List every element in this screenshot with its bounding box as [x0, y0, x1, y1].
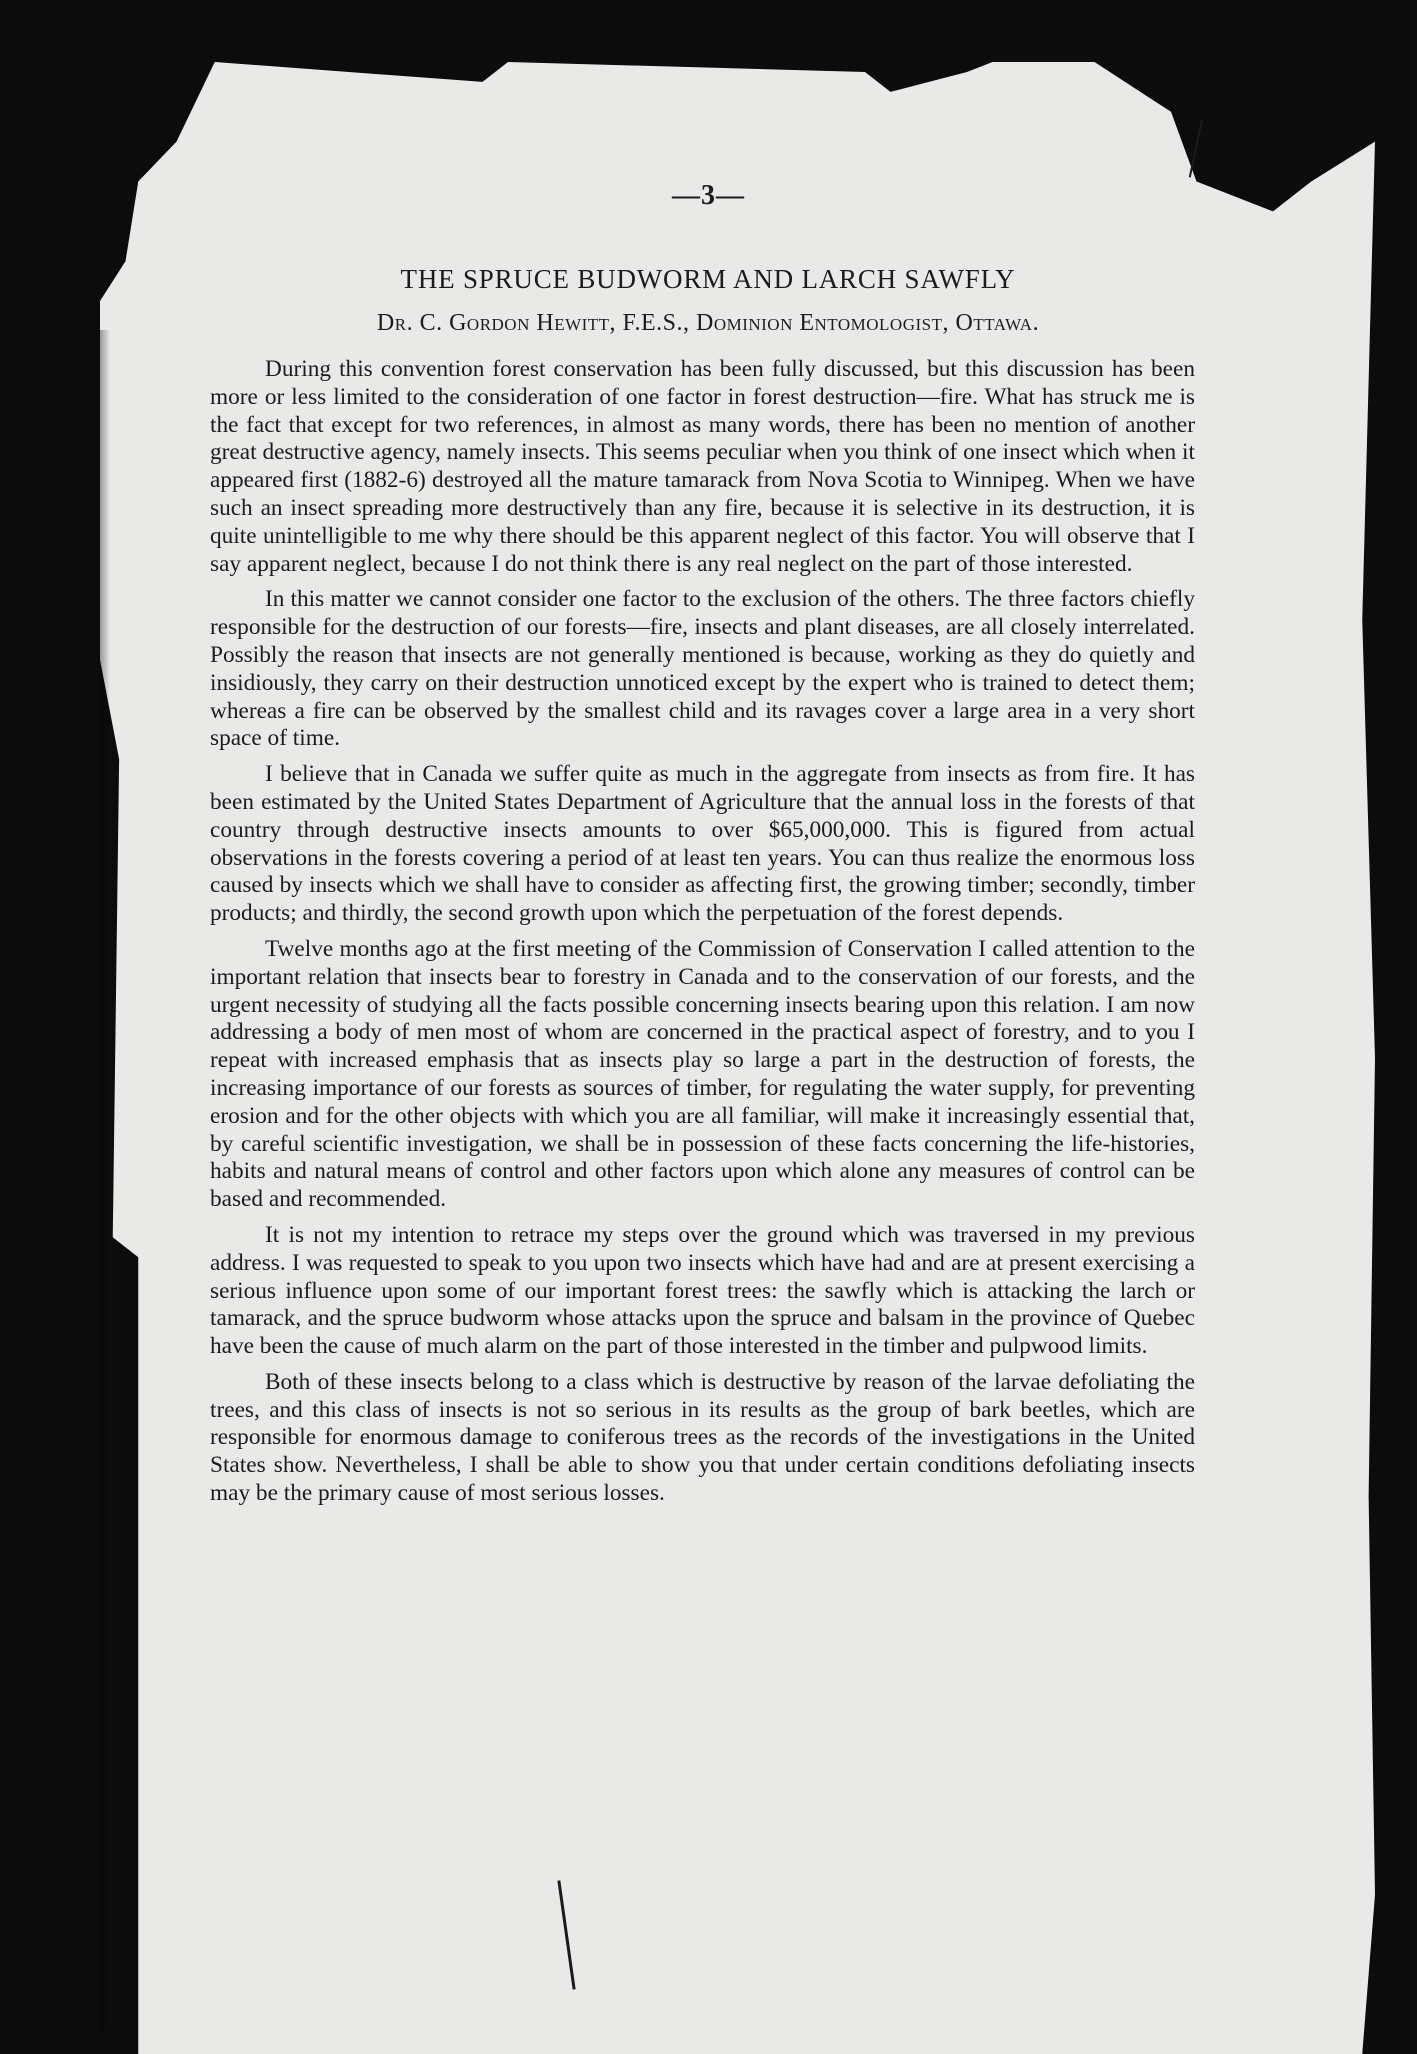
author-byline: Dr. C. Gordon Hewitt, F.E.S., Dominion Entomologist, Ottawa.	[376, 310, 1040, 336]
paragraph: Both of these insects belong to a class which is destructive by reason of the larvae defoliating the trees, and this class of insects is not so serious in its results as the group of bark beetles, which are responsible for enormous damage to coniferous trees as the records of the investigations in the United States show. Nevertheless, I shall be able to show you that under certain conditions defoliating insects may be the primary cause of most serious losses.	[210, 1368, 1195, 1507]
page-number: —3—	[672, 180, 745, 211]
paragraph: It is not my intention to retrace my steps over the ground which was traversed in my previous address. I was requested to speak to you upon two insects which have had and are at present exercising a serious influence upon some of our important forest trees: the sawfly which is attacking the larch or tamarack, and the spruce budworm whose attacks upon the spruce and balsam in the province of Quebec have been the cause of much alarm on the part of those interested in the timber and pulpwood limits.	[210, 1221, 1195, 1360]
article-body	[210, 356, 1195, 1516]
paragraph: Twelve months ago at the first meeting of the Commission of Conservation I called attention to the important relation that insects bear to forestry in Canada and to the conservation of our forests, and the urgent necessity of studying all the facts possible concerning insects bearing upon this relation. I am now addressing a body of men most of whom are concerned in the practical aspect of forestry, and to you I repeat with increased emphasis that as insects play so large a part in the destruction of forests, the increasing importance of our forests as sources of timber, for regulating the water supply, for preventing erosion and for the other objects with which you are all familiar, will make it increasingly essential that, by careful scientific investigation, we shall be in possession of these facts concerning the life-histories, habits and natural means of control and other factors upon which alone any measures of control can be based and recommended.	[210, 935, 1195, 1213]
paragraph: I believe that in Canada we suffer quite as much in the aggregate from insects as from fire. It has been estimated by the United States Department of Agriculture that the annual loss in the forests of that country through destructive insects amounts to over $65,000,000. This is figured from actual observations in the forests covering a period of at least ten years. You can thus realize the enormous loss caused by insects which we shall have to consider as affecting first, the growing timber; secondly, timber products; and thirdly, the second growth upon which the perpetuation of the forest depends.	[210, 761, 1195, 927]
paragraph: During this convention forest conservation has been fully discussed, but this discussion has been more or less limited to the consideration of one factor in forest destruction—fire. What has struck me is the fact that except for two references, in almost as many words, there has been no mention of another great destructive agency, namely insects. This seems peculiar when you think of one insect which when it appeared first (1882-6) destroyed all the mature tamarack from Nova Scotia to Winnipeg. When we have such an insect spreading more destructively than any fire, because it is selective in its destruction, it is quite unintelligible to me why there should be this apparent neglect of this factor. You will observe that I say apparent neglect, because I do not think there is any real neglect on the part of those interested.	[210, 356, 1195, 577]
paragraph: In this matter we cannot consider one factor to the exclusion of the others. The three factors chiefly responsible for the destruction of our forests—fire, insects and plant diseases, are all closely interrelated. Possibly the reason that insects are not generally mentioned is because, working as they do quietly and insidiously, they carry on their destruction unnoticed except by the expert who is trained to detect them; whereas a fire can be observed by the smallest child and its ravages cover a large area in a very short space of time.	[210, 586, 1195, 752]
article-title: THE SPRUCE BUDWORM AND LARCH SAWFLY	[400, 264, 1016, 294]
